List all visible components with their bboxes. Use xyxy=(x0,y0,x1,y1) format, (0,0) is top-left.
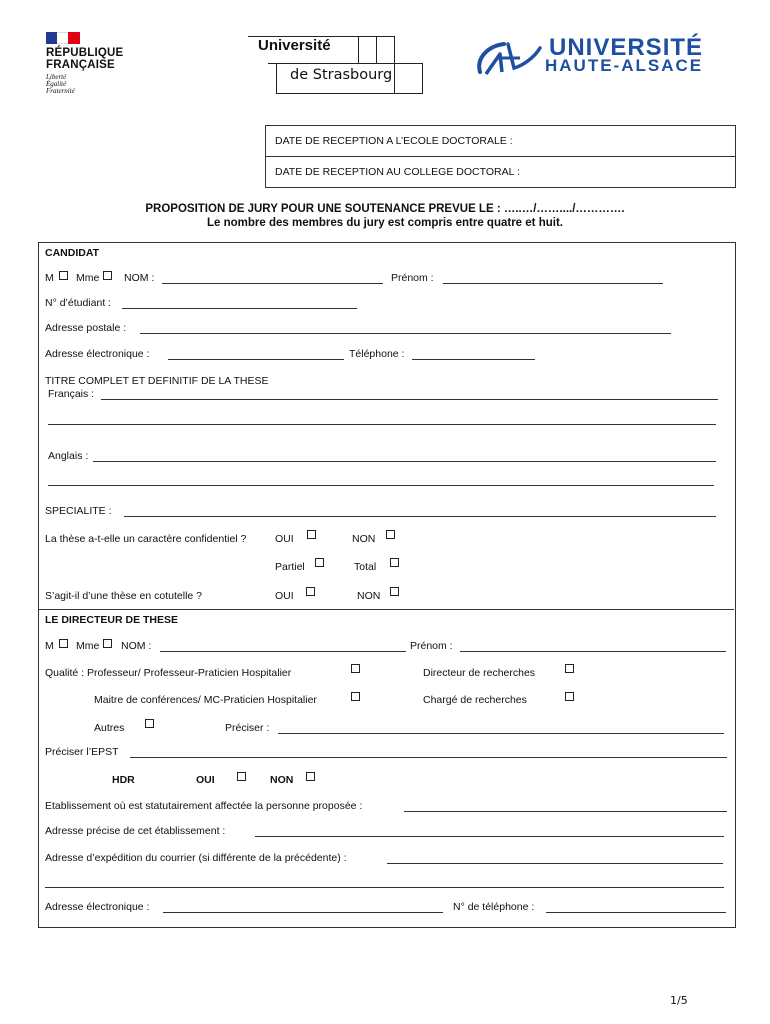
rf-title-2: FRANÇAISE xyxy=(46,59,115,71)
rf-motto-3: Fraternité xyxy=(46,87,75,95)
partiel-checkbox[interactable] xyxy=(315,558,324,567)
titre-francais-field-2[interactable] xyxy=(48,424,716,425)
candidat-mme-label: Mme xyxy=(76,272,100,284)
reception-college-label: DATE DE RECEPTION AU COLLEGE DOCTORAL : xyxy=(275,166,520,178)
directeur-nom-field[interactable] xyxy=(160,651,406,652)
reception-box xyxy=(265,125,736,188)
candidat-num-etudiant-field[interactable] xyxy=(122,308,357,309)
titre-anglais-label: Anglais : xyxy=(48,450,89,462)
directeur-prenom-label: Prénom : xyxy=(410,640,453,652)
rf-motto-2: Égalité xyxy=(46,80,67,88)
cotutelle-oui-label: OUI xyxy=(275,590,294,602)
adresse-etablissement-label: Adresse précise de cet établissement : xyxy=(45,825,226,837)
total-label: Total xyxy=(354,561,377,573)
directeur-email-field[interactable] xyxy=(163,912,443,913)
candidat-prenom-field[interactable] xyxy=(443,283,663,284)
preciser-field[interactable] xyxy=(278,733,724,734)
directeur-m-label: M xyxy=(45,640,54,652)
candidat-num-etudiant-label: N° d’étudiant : xyxy=(45,297,112,309)
hdr-label: HDR xyxy=(112,774,135,786)
directeur-telephone-label: N° de téléphone : xyxy=(453,901,535,913)
professeur-checkbox[interactable] xyxy=(351,664,360,673)
proposition-title: PROPOSITION DE JURY POUR UNE SOUTENANCE PREVUE LE : …..…/……..../…………. xyxy=(145,203,625,215)
hdr-oui-checkbox[interactable] xyxy=(237,772,246,781)
cotutelle-oui-checkbox[interactable] xyxy=(306,587,315,596)
french-flag-icon xyxy=(46,32,80,44)
preciser-epst-label: Préciser l’EPST xyxy=(45,746,119,758)
rf-motto-1: Liberté xyxy=(46,73,67,81)
unistra-line1: Université xyxy=(258,37,331,54)
adresse-etablissement-field[interactable] xyxy=(255,836,724,837)
candidat-m-checkbox[interactable] xyxy=(59,271,68,280)
specialite-label: SPECIALITE : xyxy=(45,505,112,517)
directeur-mme-checkbox[interactable] xyxy=(103,639,112,648)
preciser-label: Préciser : xyxy=(225,722,270,734)
titre-these-label: TITRE COMPLET ET DEFINITIF DE LA THESE xyxy=(45,375,269,387)
directeur-m-checkbox[interactable] xyxy=(59,639,68,648)
maitre-conf-checkbox[interactable] xyxy=(351,692,360,701)
directeur-mme-label: Mme xyxy=(76,640,100,652)
jury-size-note: Le nombre des membres du jury est compris entre quatre et huit. xyxy=(207,217,563,229)
directeur-email-label: Adresse électronique : xyxy=(45,901,150,913)
candidat-mme-checkbox[interactable] xyxy=(103,271,112,280)
total-checkbox[interactable] xyxy=(390,558,399,567)
candidat-email-label: Adresse électronique : xyxy=(45,348,150,360)
cotutelle-question: S’agit-il d’une thèse en cotutelle ? xyxy=(45,590,203,602)
rf-title-1: RÉPUBLIQUE xyxy=(46,47,124,59)
confidentiel-non-checkbox[interactable] xyxy=(386,530,395,539)
candidat-email-field[interactable] xyxy=(168,359,344,360)
charge-recherches-label: Chargé de recherches xyxy=(423,694,527,706)
etablissement-label: Etablissement où est statutairement affectée la personne proposée : xyxy=(45,800,363,812)
hdr-oui-label: OUI xyxy=(196,774,215,786)
titre-francais-field[interactable] xyxy=(101,399,718,400)
titre-anglais-field-2[interactable] xyxy=(48,485,714,486)
directeur-heading: LE DIRECTEUR DE THESE xyxy=(45,614,179,626)
candidat-heading: CANDIDAT xyxy=(45,247,100,259)
unistra-line2: de Strasbourg xyxy=(290,67,393,83)
directeur-recherches-label: Directeur de recherches xyxy=(423,667,536,679)
autres-label: Autres xyxy=(94,722,125,734)
confidentiel-non-label: NON xyxy=(352,533,376,545)
candidat-adresse-postale-label: Adresse postale : xyxy=(45,322,127,334)
specialite-field[interactable] xyxy=(124,516,716,517)
candidat-telephone-field[interactable] xyxy=(412,359,535,360)
confidentiel-question: La thèse a-t-elle un caractère confidentiel ? xyxy=(45,533,247,545)
adresse-expedition-label: Adresse d’expédition du courrier (si différente de la précédente) : xyxy=(45,852,347,864)
candidat-m-label: M xyxy=(45,272,54,284)
preciser-epst-field[interactable] xyxy=(130,757,727,758)
uha-line2: HAUTE-ALSACE xyxy=(545,56,704,75)
candidat-prenom-label: Prénom : xyxy=(391,272,434,284)
hdr-non-checkbox[interactable] xyxy=(306,772,315,781)
etablissement-field[interactable] xyxy=(404,811,727,812)
maitre-conf-label: Maitre de conférences/ MC-Praticien Hospitalier xyxy=(94,694,317,706)
autres-checkbox[interactable] xyxy=(145,719,154,728)
cotutelle-non-label: NON xyxy=(357,590,381,602)
directeur-nom-label: NOM : xyxy=(121,640,152,652)
confidentiel-oui-label: OUI xyxy=(275,533,294,545)
candidat-nom-label: NOM : xyxy=(124,272,155,284)
uha-emblem-icon xyxy=(474,38,544,80)
candidat-nom-field[interactable] xyxy=(162,283,383,284)
titre-francais-label: Français : xyxy=(48,388,95,400)
titre-anglais-field[interactable] xyxy=(93,461,716,462)
charge-recherches-checkbox[interactable] xyxy=(565,692,574,701)
partiel-label: Partiel xyxy=(275,561,305,573)
candidat-telephone-label: Téléphone : xyxy=(349,348,405,360)
directeur-recherches-checkbox[interactable] xyxy=(565,664,574,673)
reception-ecole-label: DATE DE RECEPTION A L’ECOLE DOCTORALE : xyxy=(275,135,513,147)
hdr-non-label: NON xyxy=(270,774,294,786)
directeur-prenom-field[interactable] xyxy=(460,651,726,652)
page-number: 1/5 xyxy=(670,994,688,1007)
cotutelle-non-checkbox[interactable] xyxy=(390,587,399,596)
qualite-label: Qualité : Professeur/ Professeur-Praticien Hospitalier xyxy=(45,667,292,679)
confidentiel-oui-checkbox[interactable] xyxy=(307,530,316,539)
adresse-expedition-field[interactable] xyxy=(387,863,723,864)
directeur-telephone-field[interactable] xyxy=(546,912,726,913)
uha-line1: UNIVERSITÉ xyxy=(549,34,704,61)
candidat-adresse-postale-field[interactable] xyxy=(140,333,671,334)
section-divider xyxy=(39,609,734,610)
adresse-expedition-field-2[interactable] xyxy=(45,887,724,888)
